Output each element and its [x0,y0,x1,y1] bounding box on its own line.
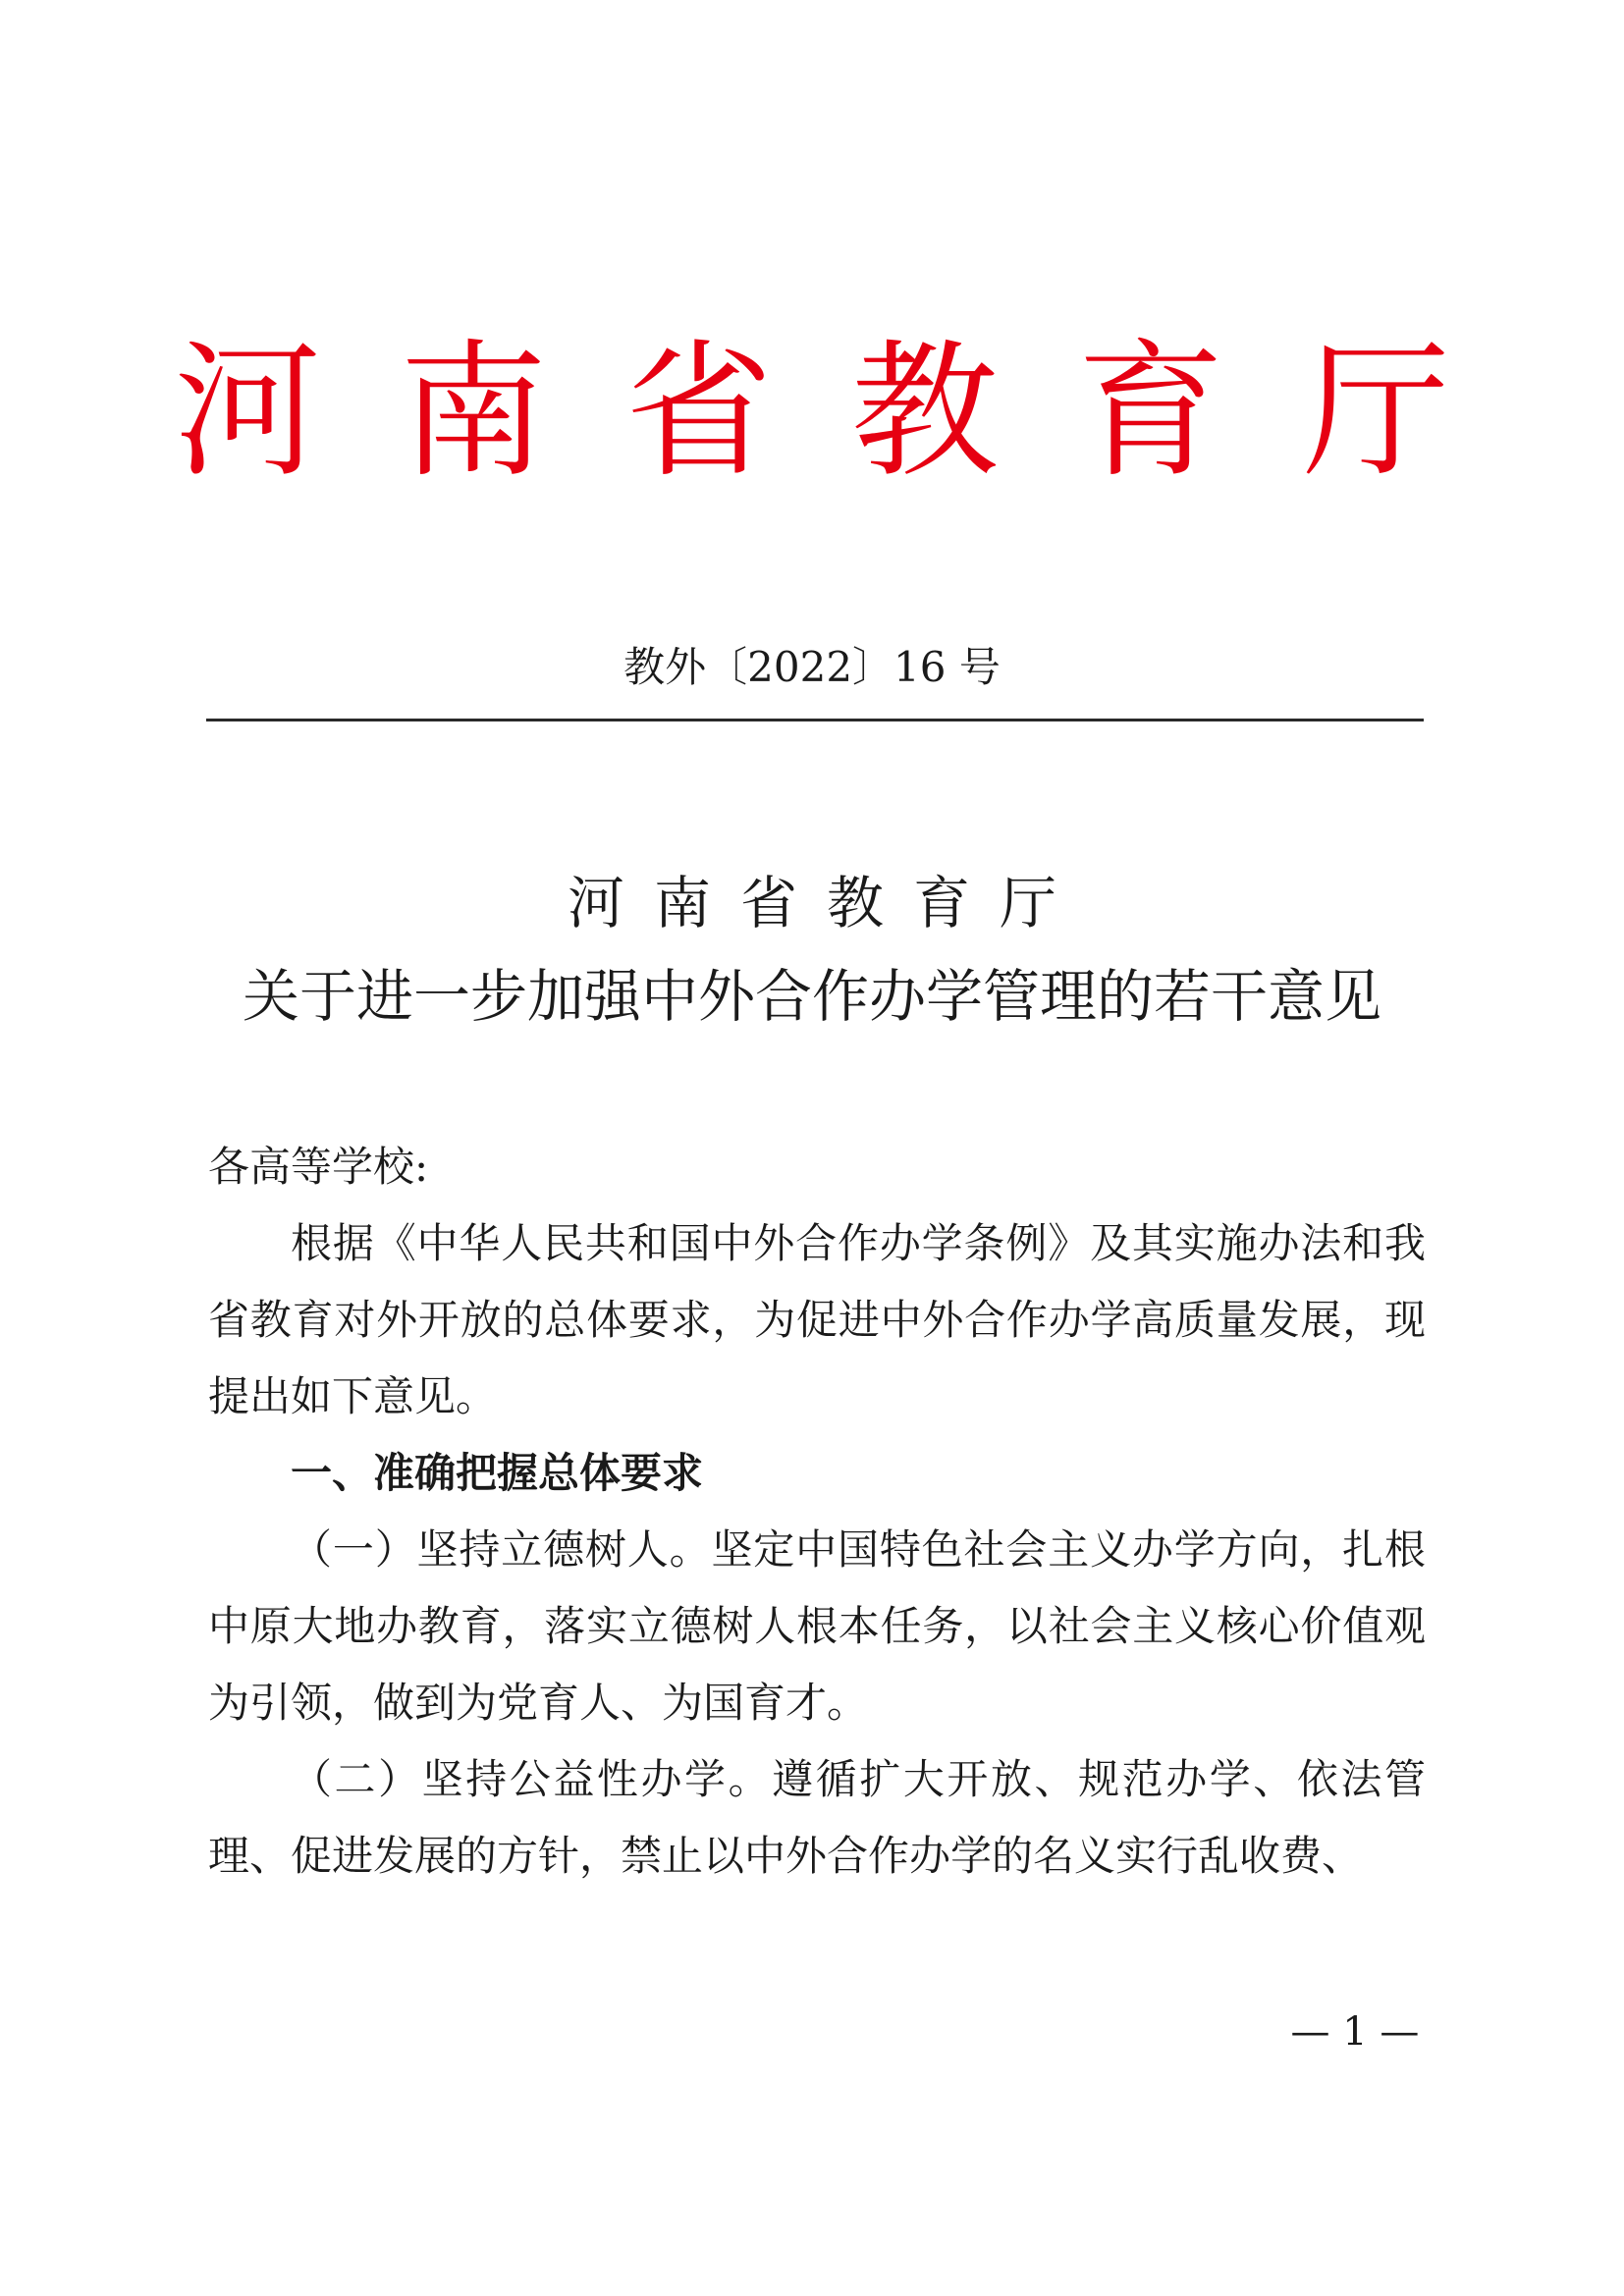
salutation: 各高等学校: [208,1143,429,1191]
item-paragraph-1: （一）坚持立德树人。坚定中国特色社会主义办学方向，扎根中原大地办教育，落实立德树人根本任务，以社会主义核心价值观为引领，做到为党育人、为国育才。 [208,1525,1426,1727]
title-issuer: 河南省教育厅 [567,870,1086,936]
document-body [208,1129,1426,1895]
document-number: 教外〔2022〕16 号 [623,643,1001,691]
page-number: — 1 — [1290,2009,1420,2055]
section-heading: 一、准确把握总体要求 [291,1449,704,1497]
intro-paragraph: 根据《中华人民共和国中外合作办学条例》及其实施办法和我省教育对外开放的总体要求，为促进中外合作办学高质量发展，现提出如下意见。 [208,1219,1426,1420]
item-paragraph-2: （二）坚持公益性办学。遵循扩大开放、规范办学、依法管理、促进发展的方针，禁止以中外合作办学的名义实行乱收费、 [208,1755,1426,1880]
document-title: 关于进一步加强中外合作办学管理的若干意见 [242,963,1381,1030]
issuer-red-header: 河南省教育厅 [173,327,1529,498]
header-divider [206,719,1424,721]
